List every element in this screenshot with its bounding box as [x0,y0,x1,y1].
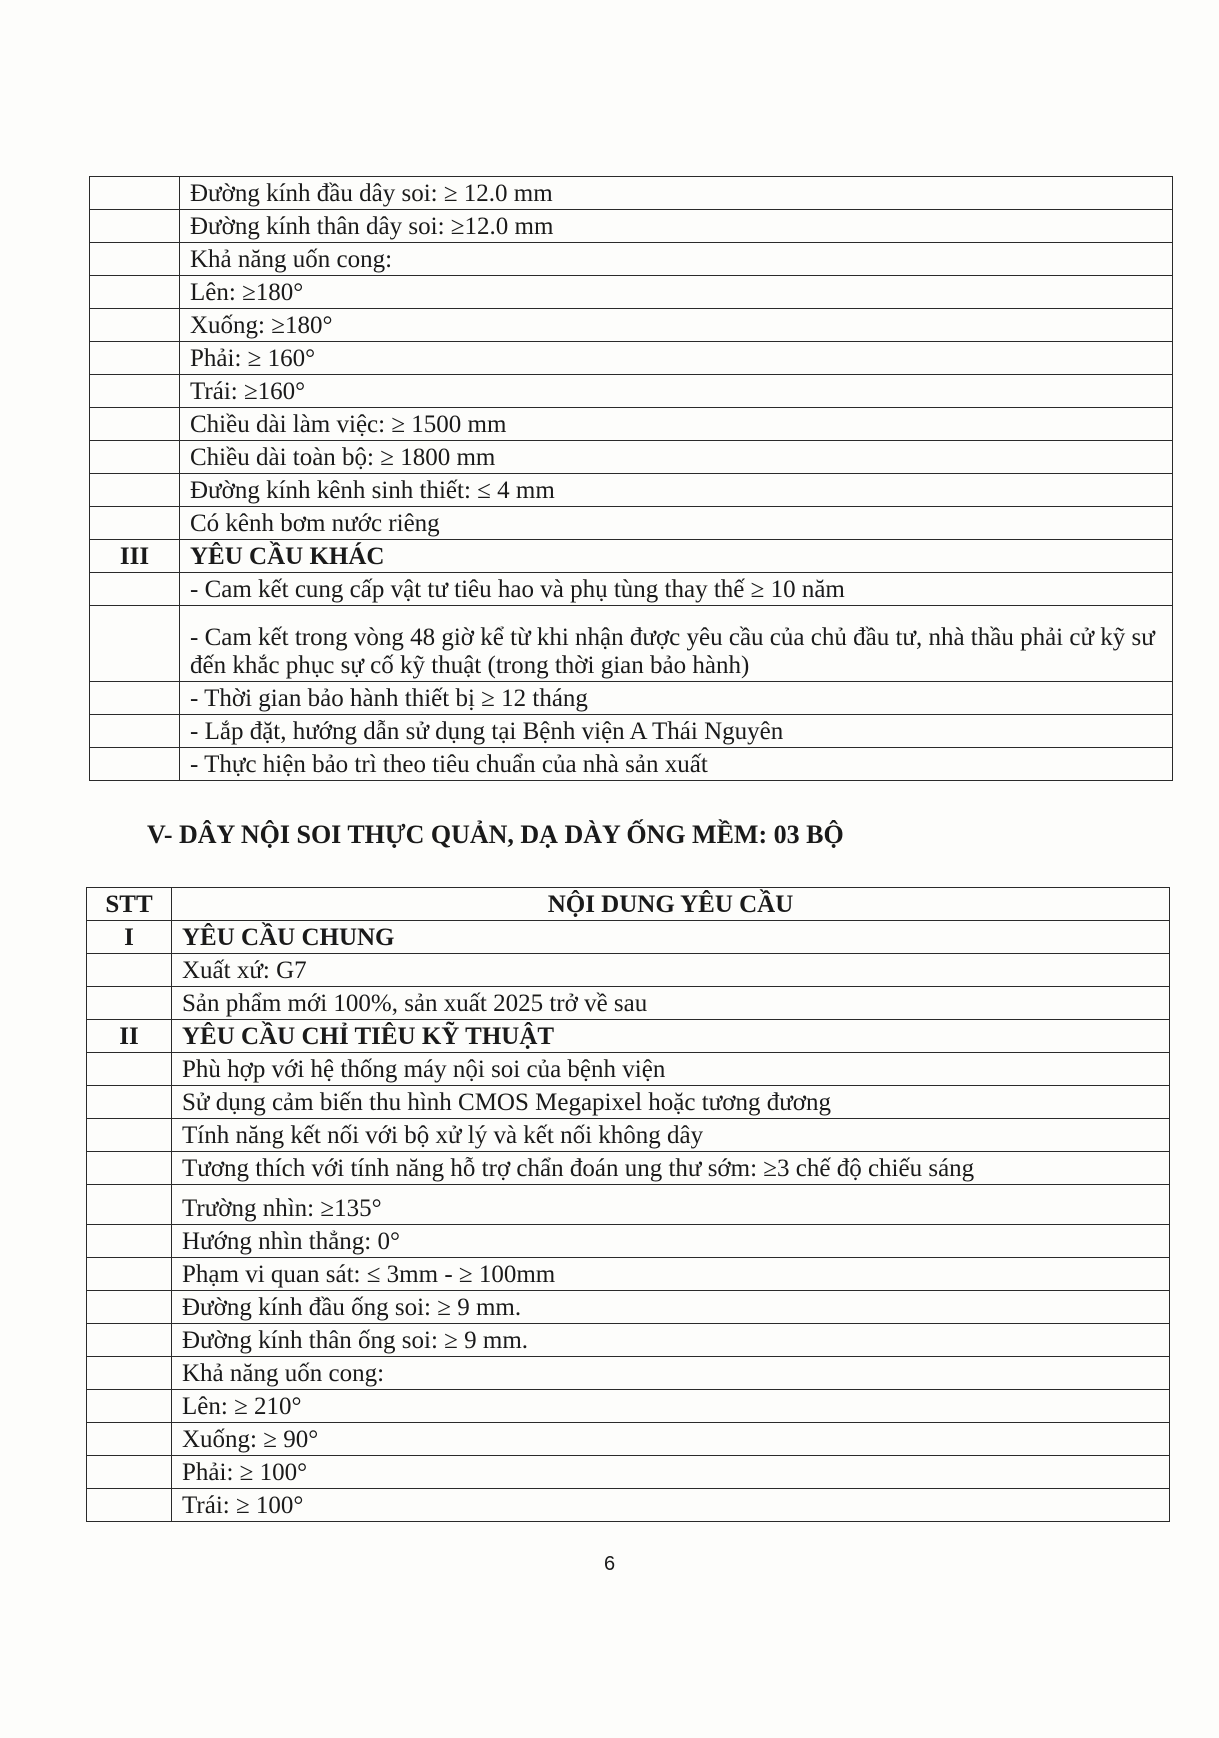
stt-cell [87,1119,172,1152]
stt-cell [90,441,180,474]
table-row [87,1020,1170,1053]
requirements-table-endoscope [86,887,1170,1522]
stt-cell [90,474,180,507]
table-row [90,748,1173,781]
content-cell: Đường kính thân dây soi: ≥12.0 mm [180,210,1173,243]
header-stt: STT [87,888,172,921]
table-row [87,1119,1170,1152]
content-cell: Xuất xứ: G7 [172,954,1170,987]
content-cell: YÊU CẦU KHÁC [180,540,1173,573]
stt-cell [87,1489,172,1522]
content-cell: Lên: ≥180° [180,276,1173,309]
header-content: NỘI DUNG YÊU CẦU [172,888,1170,921]
table-row [87,1086,1170,1119]
content-cell: - Thực hiện bảo trì theo tiêu chuẩn của nhà sản xuất [180,748,1173,781]
stt-cell [90,573,180,606]
stt-cell [90,606,180,682]
content-cell: Xuống: ≥180° [180,309,1173,342]
stt-cell: I [87,921,172,954]
stt-cell [87,1053,172,1086]
table-row [90,441,1173,474]
content-cell: Đường kính kênh sinh thiết: ≤ 4 mm [180,474,1173,507]
content-cell: Lên: ≥ 210° [172,1390,1170,1423]
content-cell: - Cam kết cung cấp vật tư tiêu hao và phụ tùng thay thế ≥ 10 năm [180,573,1173,606]
table-row [87,954,1170,987]
stt-cell [87,1152,172,1185]
table-row [87,1291,1170,1324]
table-row [87,987,1170,1020]
content-cell: Chiều dài toàn bộ: ≥ 1800 mm [180,441,1173,474]
content-cell: - Lắp đặt, hướng dẫn sử dụng tại Bệnh viện A Thái Nguyên [180,715,1173,748]
content-cell: Đường kính đầu dây soi: ≥ 12.0 mm [180,177,1173,210]
content-cell: Phải: ≥ 100° [172,1456,1170,1489]
stt-cell [90,507,180,540]
table-row [87,1423,1170,1456]
content-cell: YÊU CẦU CHỈ TIÊU KỸ THUẬT [172,1020,1170,1053]
table-row [87,1053,1170,1086]
table-row [90,715,1173,748]
content-cell: Khả năng uốn cong: [180,243,1173,276]
requirements-table-continued [89,176,1173,781]
content-cell: Sản phẩm mới 100%, sản xuất 2025 trở về sau [172,987,1170,1020]
table-row [87,1456,1170,1489]
table-row [87,1152,1170,1185]
stt-cell [87,1324,172,1357]
content-cell: Tương thích với tính năng hỗ trợ chẩn đoán ung thư sớm: ≥3 chế độ chiếu sáng [172,1152,1170,1185]
stt-cell [90,210,180,243]
stt-cell [87,1258,172,1291]
table-row [87,1185,1170,1225]
stt-cell [90,309,180,342]
content-cell: - Cam kết trong vòng 48 giờ kể từ khi nhận được yêu cầu của chủ đầu tư, nhà thầu phải cử kỹ sư đến khắc phục sự cố kỹ thuật (trong thời gian bảo hành) [180,606,1173,682]
table-row [90,573,1173,606]
content-cell: Chiều dài làm việc: ≥ 1500 mm [180,408,1173,441]
stt-cell [87,1225,172,1258]
content-cell: Phải: ≥ 160° [180,342,1173,375]
table-row [87,1390,1170,1423]
stt-cell [87,954,172,987]
stt-cell [87,1390,172,1423]
content-cell: Có kênh bơm nước riêng [180,507,1173,540]
content-cell: Phạm vi quan sát: ≤ 3mm - ≥ 100mm [172,1258,1170,1291]
content-cell: - Thời gian bảo hành thiết bị ≥ 12 tháng [180,682,1173,715]
table-row [90,408,1173,441]
table-row [87,1489,1170,1522]
stt-cell [90,682,180,715]
table-row [87,1357,1170,1390]
stt-cell [90,408,180,441]
stt-cell [87,1423,172,1456]
table-row [90,375,1173,408]
stt-cell [90,177,180,210]
table-row [87,1258,1170,1291]
content-cell: Trái: ≥ 100° [172,1489,1170,1522]
content-cell: Tính năng kết nối với bộ xử lý và kết nối không dây [172,1119,1170,1152]
section-heading: V- DÂY NỘI SOI THỰC QUẢN, DẠ DÀY ỐNG MỀM: 03 BỘ [147,820,844,849]
stt-cell [87,1185,172,1225]
content-cell: YÊU CẦU CHUNG [172,921,1170,954]
table-row [90,276,1173,309]
stt-cell: II [87,1020,172,1053]
content-cell: Hướng nhìn thẳng: 0° [172,1225,1170,1258]
stt-cell [90,375,180,408]
table-row [90,507,1173,540]
stt-cell [87,1456,172,1489]
table-row [90,682,1173,715]
content-cell: Đường kính đầu ống soi: ≥ 9 mm. [172,1291,1170,1324]
content-cell: Khả năng uốn cong: [172,1357,1170,1390]
stt-cell: III [90,540,180,573]
table-row [90,540,1173,573]
table-row [90,474,1173,507]
stt-cell [90,243,180,276]
table-row [87,1225,1170,1258]
table-row [90,309,1173,342]
stt-cell [90,715,180,748]
stt-cell [87,987,172,1020]
table-row [90,342,1173,375]
content-cell: Đường kính thân ống soi: ≥ 9 mm. [172,1324,1170,1357]
stt-cell [87,1086,172,1119]
stt-cell [90,276,180,309]
stt-cell [90,748,180,781]
table-row [90,177,1173,210]
page-number: 6 [603,1553,616,1575]
content-cell: Sử dụng cảm biến thu hình CMOS Megapixel hoặc tương đương [172,1086,1170,1119]
table-row [90,243,1173,276]
table-row [90,210,1173,243]
stt-cell [90,342,180,375]
content-cell: Phù hợp với hệ thống máy nội soi của bệnh viện [172,1053,1170,1086]
content-cell: Xuống: ≥ 90° [172,1423,1170,1456]
stt-cell [87,1357,172,1390]
table-row [87,921,1170,954]
stt-cell [87,1291,172,1324]
table-row [90,606,1173,682]
table-row [87,1324,1170,1357]
content-cell: Trường nhìn: ≥135° [172,1185,1170,1225]
table-header-row [87,888,1170,921]
content-cell: Trái: ≥160° [180,375,1173,408]
